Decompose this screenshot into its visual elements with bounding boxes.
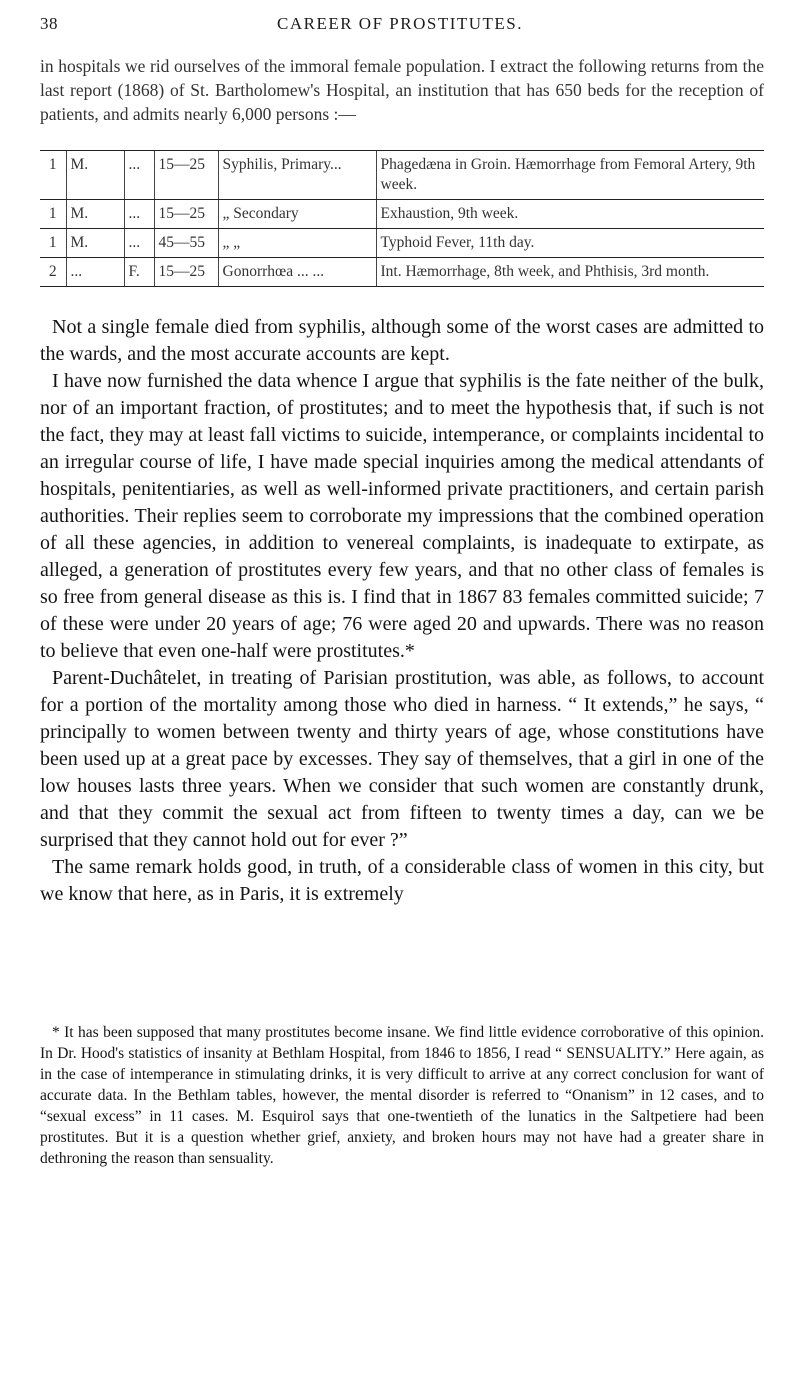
mortality-table: [40, 150, 764, 287]
page-number: 38: [40, 14, 58, 33]
footnote-text: * It has been supposed that many prostitutes become insane. We find little evidence corroborative of this opinion. In Dr. Hood's statistics of insanity at Bethlam Hospital, from 1846 to 1856, I read “ SENSUALITY.” Here again, as in the case of intemperance in stimulating drinks, it is very difficult to arrive at any correct conclusion for want of accurate data. In the Bethlam tables, however, the mental disorder is referred to “Onanism” in 12 cases, and to “sexual excess” in 11 cases. M. Esquirol says that one-twentieth of the lunatics in the Saltpetiere had been prostitutes. But it is a question whether grief, anxiety, and broken hours may not have had a greater share in dethroning the reason than sensuality.: [40, 1024, 764, 1167]
ages-cell: 15—25: [154, 151, 218, 200]
ages-cell: 15—25: [154, 258, 218, 287]
female-cell: ...: [124, 151, 154, 200]
male-cell: M.: [66, 151, 124, 200]
body-paragraph: The same remark holds good, in truth, of a considerable class of women in this city, but we know that here, as in Paris, it is extremely: [40, 856, 764, 905]
body-paragraph: Parent-Duchâtelet, in treating of Parisian prostitution, was able, as follows, to account for a portion of the mortality among those who died in harness. “ It extends,” he says, “ principally to women between twenty and thirty years of age, whose constitutions have been used up at a great pace by excesses. They say of themselves, that a girl in one of the low houses lasts three years. When we consider that such women are constantly drunk, and that they commit the sexual act from fifteen to twenty times a day, can we be surprised that they cannot hold out for ever ?”: [40, 667, 764, 851]
female-cell: F.: [124, 258, 154, 287]
page-header: [40, 14, 760, 40]
count-cell: 1: [40, 200, 66, 229]
running-title: CAREER OF PROSTITUTES.: [277, 14, 523, 33]
cause-cell: Int. Hæmorrhage, 8th week, and Phthisis, 3rd month.: [376, 258, 764, 287]
male-cell: ...: [66, 258, 124, 287]
ages-cell: 15—25: [154, 200, 218, 229]
footnote: [40, 1022, 764, 1169]
cause-cell: Phagedæna in Groin. Hæmorrhage from Femoral Artery, 9th week.: [376, 151, 764, 200]
disease-cell: „ „: [218, 229, 376, 258]
disease-cell: „ Secondary: [218, 200, 376, 229]
disease-cell: Syphilis, Primary...: [218, 151, 376, 200]
count-cell: 1: [40, 151, 66, 200]
table-row: [40, 229, 764, 258]
table-row: [40, 200, 764, 229]
body-paragraph: I have now furnished the data whence I argue that syphilis is the fate neither of the bulk, nor of an important fraction, of prostitutes; and to meet the hypothesis that, if such is not the fact, they may at least fall victims to suicide, intemperance, or complaints incidental to an irregular course of life, I have made special inquiries among the medical attendants of hospitals, penitentiaries, as well as well-informed private practitioners, and certain parish authorities. Their replies seem to corroborate my impressions that the combined operation of all these agencies, in addition to venereal complaints, is inadequate to extirpate, as alleged, a generation of prostitutes every few years, and that no other class of females is so free from general disease as this is. I find that in 1867 83 females committed suicide; 7 of these were under 20 years of age; 76 were aged 20 and upwards. There was no reason to believe that even one-half were prostitutes.*: [40, 370, 764, 662]
main-text: [40, 314, 764, 908]
disease-cell: Gonorrhœa ... ...: [218, 258, 376, 287]
table-row: [40, 151, 764, 200]
intro-paragraph: in hospitals we rid ourselves of the immoral female population. I extract the following returns from the last report (1868) of St. Bartholomew's Hospital, an institution that has 650 beds for the reception of patients, and admits nearly 6,000 persons :—: [40, 56, 764, 124]
count-cell: 2: [40, 258, 66, 287]
cause-cell: Typhoid Fever, 11th day.: [376, 229, 764, 258]
cause-cell: Exhaustion, 9th week.: [376, 200, 764, 229]
ages-cell: 45—55: [154, 229, 218, 258]
female-cell: ...: [124, 229, 154, 258]
male-cell: M.: [66, 200, 124, 229]
female-cell: ...: [124, 200, 154, 229]
count-cell: 1: [40, 229, 66, 258]
table-row: [40, 258, 764, 287]
male-cell: M.: [66, 229, 124, 258]
body-paragraph: Not a single female died from syphilis, although some of the worst cases are admitted to the wards, and the most accurate accounts are kept.: [40, 316, 764, 365]
